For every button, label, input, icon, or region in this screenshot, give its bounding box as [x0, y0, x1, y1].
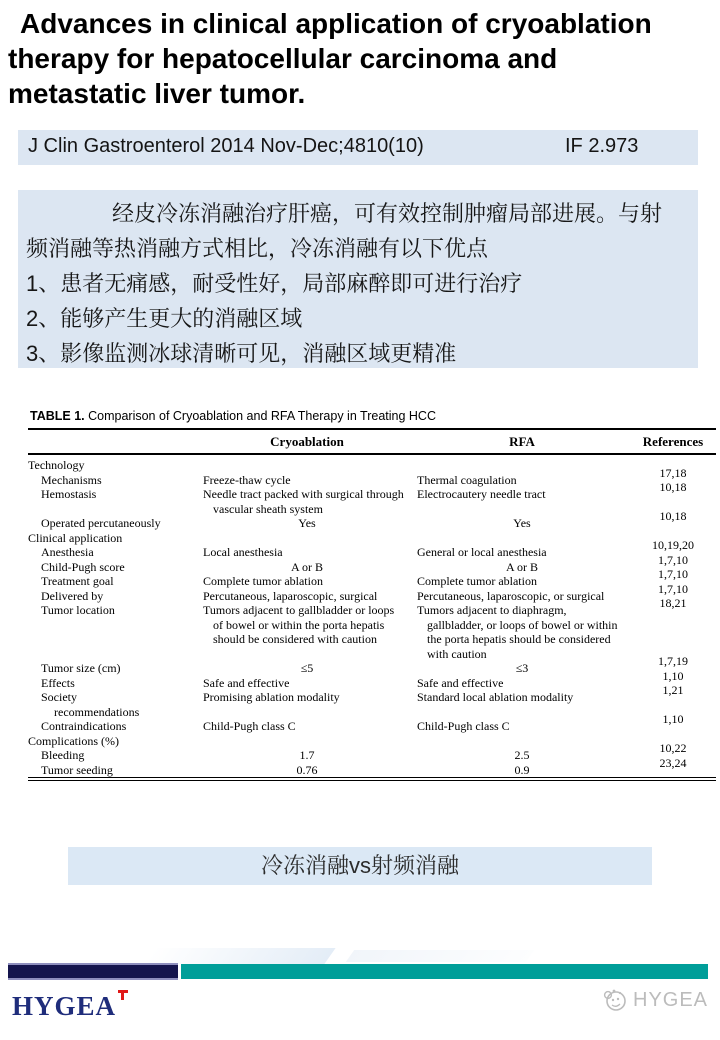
table-row: [28, 516, 716, 531]
row-label: Mechanisms: [41, 472, 102, 487]
row-label-second-line: recommendations: [54, 704, 140, 719]
comparison-table-grid: [28, 428, 716, 781]
table-row: [28, 603, 716, 661]
hygea-logo-text: HYGEA: [12, 991, 117, 1021]
rfa-cell: General or local anesthesia: [417, 545, 547, 559]
summary-line: 经皮冷冻消融治疗肝癌，可有效控制肿瘤局部进展。与射: [112, 201, 663, 226]
references-cell: 1,21: [662, 683, 684, 697]
row-label: Tumor seeding: [41, 762, 113, 777]
rfa-cell: [414, 734, 630, 749]
rfa-cell: Safe and effective: [417, 675, 504, 690]
summary-line: 频消融等热消融方式相比，冷冻消融有以下优点: [26, 236, 489, 261]
table-row: [28, 531, 716, 546]
row-label: Contraindications: [41, 719, 127, 733]
references-cell: 10,22: [659, 741, 687, 755]
rfa-cell: Child-Pugh class C: [417, 719, 510, 733]
rfa-cell: [414, 454, 630, 473]
table-row: [28, 676, 716, 691]
rfa-cell: Yes: [513, 516, 531, 530]
references-cell: 23,24: [659, 755, 687, 770]
table-header-row: [28, 429, 716, 454]
caption-box: 冷冻消融vs射频消融: [68, 847, 652, 885]
rfa-cell: Percutaneous, laparoscopic, or surgical: [417, 588, 605, 603]
comparison-table: [28, 406, 716, 781]
row-label: Bleeding: [41, 748, 85, 762]
table-row: [28, 487, 716, 516]
cryoablation-cell: Local anesthesia: [203, 545, 283, 559]
journal-citation: J Clin Gastroenterol 2014 Nov-Dec;4810(10): [28, 135, 424, 157]
cryoablation-cell: Child-Pugh class C: [203, 719, 296, 733]
title-line: therapy for hepatocellular carcinoma and: [8, 43, 558, 74]
hygea-watermark-text: HYGEA: [633, 988, 709, 1011]
rfa-cell: Tumors adjacent to diaphragm, gallbladder, or loops of bowel or within the porta hepatis should be considered with caution: [417, 603, 618, 661]
references-cell: 1,7,10: [658, 567, 688, 581]
table-title: [28, 406, 716, 428]
cryoablation-cell: ≤5: [300, 661, 314, 675]
cryoablation-cell: 0.76: [296, 762, 318, 777]
cryoablation-cell: [200, 734, 414, 749]
table-row: [28, 763, 716, 780]
table-row: [28, 574, 716, 589]
cryoablation-cell: A or B: [290, 559, 323, 574]
references-cell: 1,7,19: [658, 654, 688, 668]
row-label: Tumor size (cm): [41, 661, 121, 675]
cryoablation-cell: Yes: [298, 516, 316, 530]
references-cell: 1,10: [662, 668, 684, 683]
references-cell: 17,18: [659, 465, 687, 480]
cryoablation-cell: Percutaneous, laparoscopic, surgical: [203, 588, 378, 603]
rfa-cell: 0.9: [514, 762, 530, 777]
rfa-cell: ≤3: [515, 661, 529, 675]
cryoablation-cell: [200, 454, 414, 473]
table-row: [28, 589, 716, 604]
rfa-cell: Thermal coagulation: [417, 472, 517, 487]
table-row: [28, 719, 716, 734]
table-row: [28, 748, 716, 763]
table-row: [28, 734, 716, 749]
rfa-cell: [414, 531, 630, 546]
table-row: [28, 690, 716, 719]
row-label: Effects: [41, 675, 75, 690]
impact-factor: IF 2.973: [565, 135, 639, 157]
row-label: Hemostasis: [41, 487, 97, 501]
references-cell: 1,10: [662, 712, 684, 726]
cryoablation-cell: [200, 531, 414, 546]
hygea-logo-cross-icon: [118, 990, 128, 1003]
references-cell: 1,7,10: [658, 552, 688, 567]
cryoablation-cell: Complete tumor ablation: [203, 574, 323, 588]
row-label: Delivered by: [41, 588, 104, 603]
title-line: metastatic liver tumor.: [8, 78, 306, 109]
cryoablation-cell: Promising ablation modality: [203, 690, 340, 704]
cryoablation-cell: Freeze-thaw cycle: [203, 472, 291, 487]
references-cell: 10,18: [659, 480, 687, 494]
citation-bar: [18, 130, 698, 165]
hygea-watermark: [602, 987, 708, 1013]
cryoablation-cell: Safe and effective: [203, 675, 290, 690]
row-group-label: Technology: [28, 458, 85, 472]
hygea-watermark-icon: [602, 987, 628, 1013]
footer-navy-bar: [8, 963, 178, 980]
column-header-cryoablation: Cryoablation: [200, 429, 414, 454]
table-row: [28, 545, 716, 560]
rfa-cell: Standard local ablation modality: [417, 690, 574, 704]
column-header-references: References: [630, 429, 716, 454]
decorative-shape: [346, 950, 534, 962]
row-group-label: Clinical application: [28, 530, 123, 545]
references-cell: 18,21: [659, 596, 687, 610]
column-header-rfa: RFA: [414, 429, 630, 454]
row-label: Anesthesia: [41, 545, 94, 559]
summary-line: 1、患者无痛感，耐受性好，局部麻醉即可进行治疗: [26, 271, 523, 296]
references-cell: 10,18: [659, 509, 687, 523]
column-header-blank: [28, 429, 200, 454]
summary-box: [18, 190, 698, 368]
summary-line: 2、能够产生更大的消融区域: [26, 306, 303, 331]
table-row: [28, 473, 716, 488]
row-label: Society recommendations: [28, 690, 200, 719]
title-line: Advances in clinical application of cryoablation: [20, 8, 652, 39]
footer-teal-bar: [181, 964, 708, 979]
rfa-cell: 2.5: [514, 748, 530, 762]
cryoablation-cell: Needle tract packed with surgical through vascular sheath system: [203, 487, 404, 516]
rfa-cell: A or B: [505, 559, 538, 574]
table-row: [28, 661, 716, 676]
table-row: [28, 454, 716, 473]
row-label: Operated percutaneously: [41, 516, 161, 530]
cryoablation-cell: 1.7: [299, 748, 315, 762]
hygea-logo: [12, 991, 128, 1022]
row-group-label: Complications (%): [28, 733, 119, 748]
page-title: [8, 6, 712, 111]
references-cell: 1,7,10: [658, 581, 688, 596]
references-cell: 10,19,20: [652, 538, 694, 552]
comparison-table-body: [28, 454, 716, 779]
rfa-cell: Complete tumor ablation: [417, 574, 537, 588]
row-label: Child-Pugh score: [41, 559, 125, 574]
cryoablation-cell: Tumors adjacent to gallbladder or loops of bowel or within the porta hepatis should be considered with caution: [203, 603, 395, 646]
row-label: Treatment goal: [41, 574, 114, 588]
table-row: [28, 560, 716, 575]
rfa-cell: Electrocautery needle tract: [417, 487, 546, 501]
table-caption-text: Comparison of Cryoablation and RFA Therapy in Treating HCC: [88, 409, 436, 423]
row-label: Tumor location: [41, 603, 115, 617]
decorative-shape: [144, 948, 335, 964]
summary-line: 3、影像监测冰球清晰可见，消融区域更精准: [26, 341, 457, 366]
table-number: TABLE 1.: [30, 409, 85, 423]
